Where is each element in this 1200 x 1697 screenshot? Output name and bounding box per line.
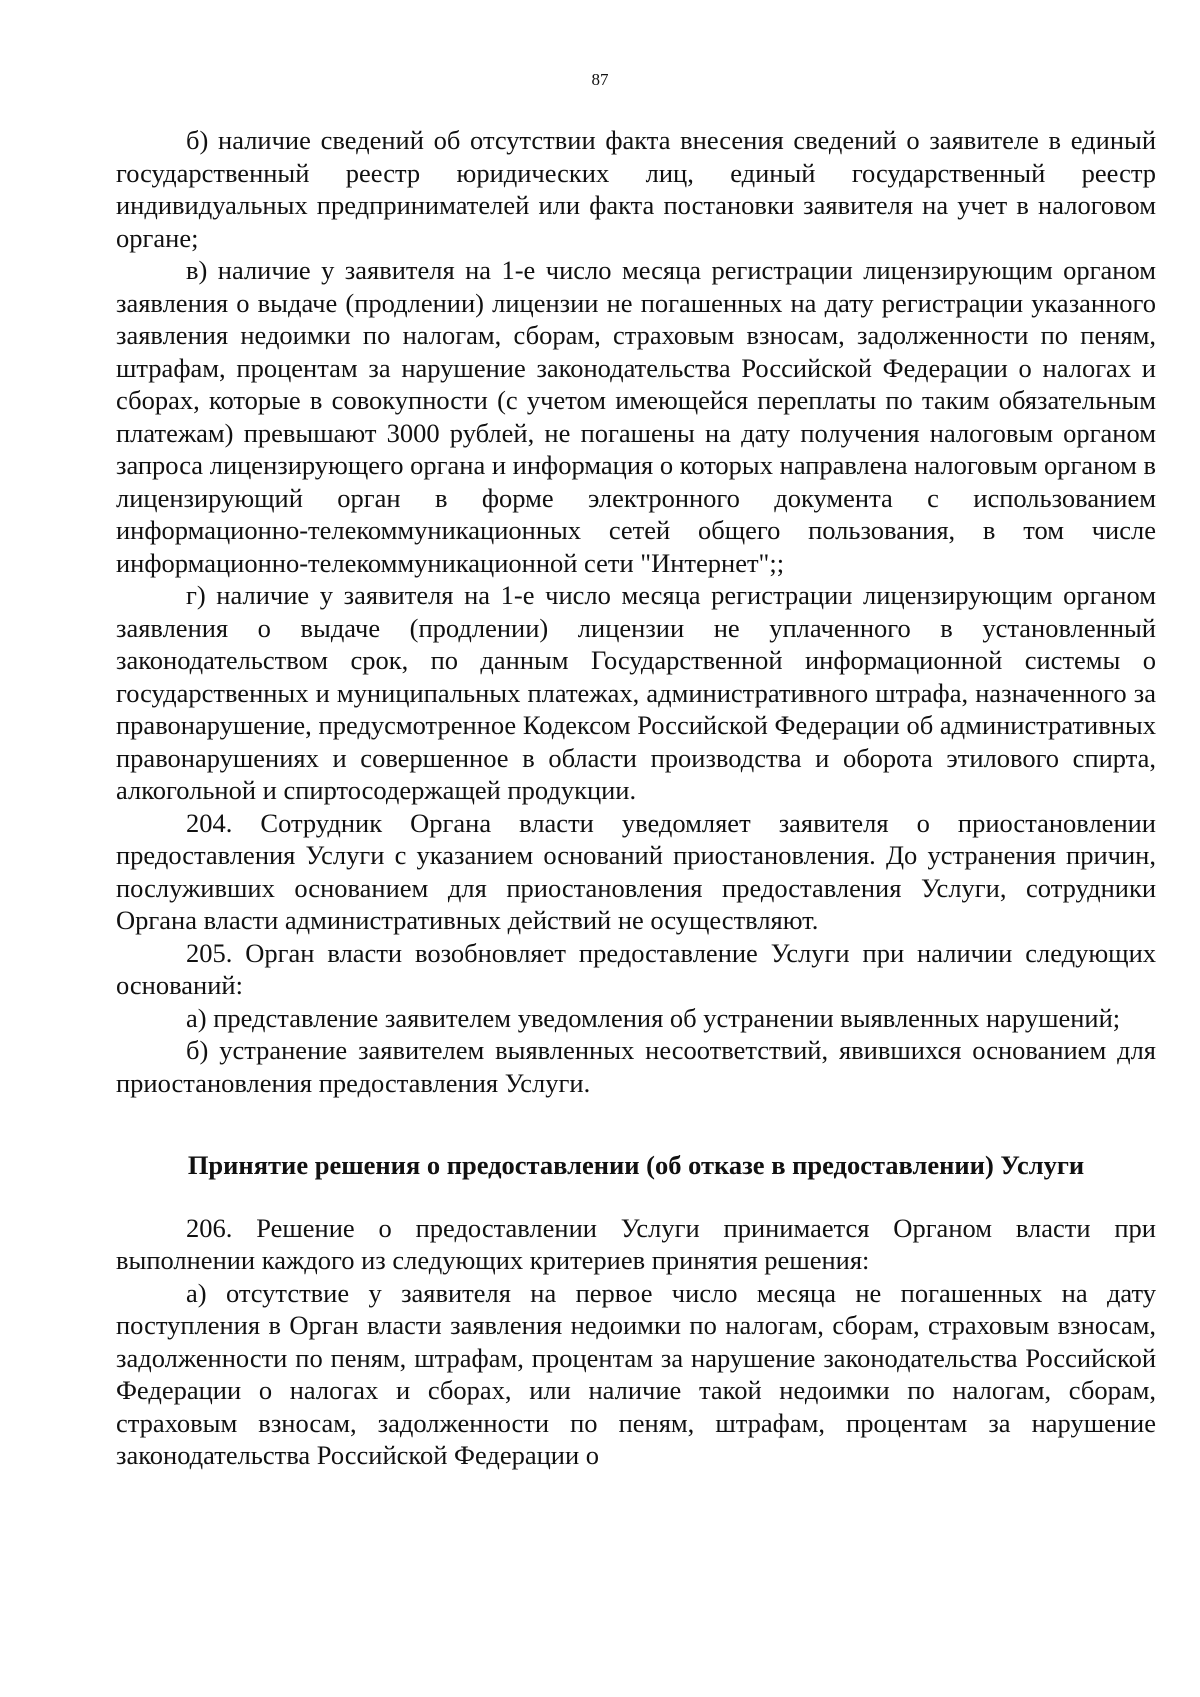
document-body <box>116 124 1156 1472</box>
paragraph-206: 206. Решение о предоставлении Услуги принимается Органом власти при выполнении каждого из следующих критериев принятия решения: <box>116 1212 1156 1275</box>
paragraph-205: 205. Орган власти возобновляет предоставление Услуги при наличии следующих оснований: <box>116 937 1156 1000</box>
paragraph-v-tax-arrears: в) наличие у заявителя на 1-е число месяца регистрации лицензирующим органом заявления о выдаче (продлении) лицензии не погашенных на дату регистрации указанного заявления недоимки по налогам, сборам, страховым взносам, задолженности по пеням, штрафам, процентам за нарушение законодательства Российской Федерации о налогах и сборах, которые в совокупности (с учетом имеющейся переплаты по таким обязательным платежам) превышают 3000 рублей, не погашены на дату получения налоговым органом запроса лицензирующего органа и информация о которых направлена налоговым органом в лицензирующий орган в форме электронного документа с использованием информационно-телекоммуникационных сетей общего пользования, в том числе информационно-телекоммуникационной сети "Интернет";; <box>116 255 1156 578</box>
paragraph-206-a: а) отсутствие у заявителя на первое число месяца не погашенных на дату поступления в Орган власти заявления недоимки по налогам, сборам, страховым взносам, задолженности по пеням, штрафам, процентам за нарушение законодательства Российской Федерации о налогах и сборах, или наличие такой недоимки по налогам, сборам, страховым взносам, задолженности по пеням, штрафам, процентам за нарушение законодательства Российской Федерации о <box>116 1277 1156 1470</box>
paragraph-g-unpaid-fine: г) наличие у заявителя на 1-е число месяца регистрации лицензирующим органом заявления о выдаче (продлении) лицензии не уплаченного в установленный законодательством срок, по данным Государственной информационной системы о государственных и муниципальных платежах, административного штрафа, назначенного за правонарушение, предусмотренное Кодексом Российской Федерации об административных правонарушениях и совершенное в области производства и оборота этилового спирта, алкогольной и спиртосодержащей продукции. <box>116 580 1156 805</box>
section-heading: Принятие решения о предоставлении (об отказе в предоставлении) Услуги <box>187 1150 1085 1180</box>
paragraph-205-b: б) устранение заявителем выявленных несоответствий, явившихся основанием для приостановления предоставления Услуги. <box>116 1035 1156 1098</box>
paragraph-204: 204. Сотрудник Органа власти уведомляет заявителя о приостановлении предоставления Услуги с указанием оснований приостановления. До устранения причин, послуживших основанием для приостановления предоставления Услуги, сотрудники Органа власти административных действий не осуществляют. <box>116 807 1156 935</box>
page-number: 87 <box>591 70 609 89</box>
paragraph-205-a: а) представление заявителем уведомления об устранении выявленных нарушений; <box>186 1002 1121 1033</box>
paragraph-b-registry: б) наличие сведений об отсутствии факта внесения сведений о заявителе в единый государственный реестр юридических лиц, единый государственный реестр индивидуальных предпринимателей или факта постановки заявителя на учет в налоговом органе; <box>116 125 1156 253</box>
